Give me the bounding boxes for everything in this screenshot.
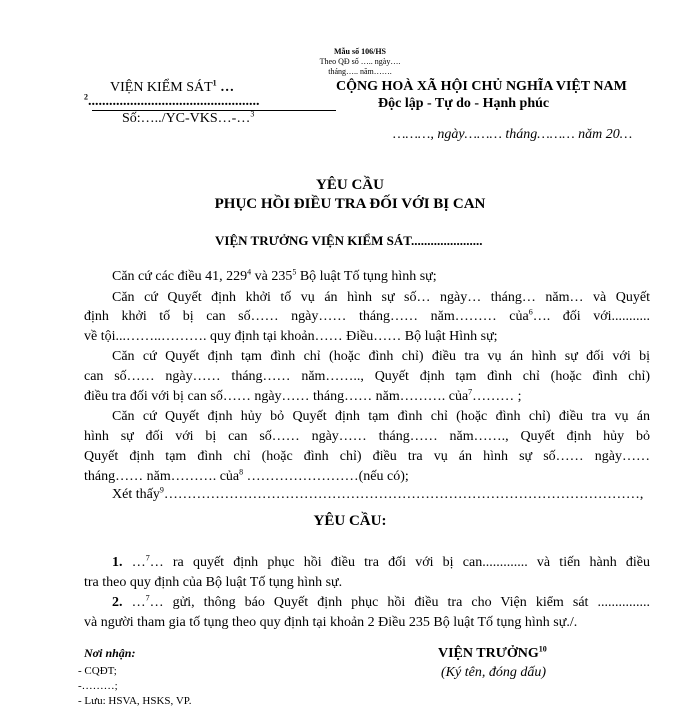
republic-name: CỘNG HOÀ XÃ HỘI CHỦ NGHĨA VIỆT NAM [336, 79, 627, 94]
body-paragraph-4-line-1: Căn cứ Quyết định hủy bỏ Quyết định tạm đình chỉ (hoặc đình chỉ) điều tra vụ án [112, 409, 650, 424]
request-item-1-line-2: tra theo quy định của Bộ luật Tố tụng hình sự. [84, 575, 343, 590]
request-item-2-line-2: và người tham gia tố tụng theo quy định tại khoản 2 Điều 235 Bộ luật Tố tụng hình sự./. [84, 615, 578, 630]
p4-l4-text-b: ……………………(nếu có); [243, 469, 409, 484]
p5-footnote-9: 9 [159, 485, 164, 495]
p5-text-a: Xét thấy [112, 487, 160, 502]
republic-motto: Độc lập - Tự do - Hạnh phúc [378, 96, 550, 111]
request-heading: YÊU CẦU: [313, 513, 387, 529]
form-code [300, 47, 420, 77]
request-item-2-line-1 [112, 592, 650, 613]
request-item-2-text-b: … gửi, thông báo Quyết định phục hồi điều tra cho Viện kiểm sát ............... [149, 595, 651, 610]
addressee-text: VIỆN TRƯỞNG VIỆN KIỂM SÁT...................... [215, 233, 483, 248]
recipient-1: - CQĐT; [78, 665, 117, 677]
p3-footnote-7: 7 [468, 387, 473, 397]
addressee [215, 233, 483, 249]
request-item-2-text-a: … [122, 595, 146, 610]
p2-l2-text-a: định khởi tố bị can số…… ngày…… tháng…… năm……… của [84, 309, 529, 324]
document-subtitle: PHỤC HỒI ĐIỀU TRA ĐỐI VỚI BỊ CAN [214, 196, 486, 212]
p3-l3-text-a: điều tra đối với bị can số…… ngày…… tháng…… năm………. của [84, 389, 469, 404]
signer-note: (Ký tên, đóng dấu) [441, 665, 546, 680]
p2-l2-text-b: …. đối với........... [532, 309, 650, 324]
request-item-1-text-b: … ra quyết định phục hồi điều tra đối với bị can............. và tiến hành điều [149, 555, 650, 570]
form-code-line-3: tháng….. năm……. [328, 67, 392, 76]
recipients-label: Nơi nhận: [84, 646, 136, 660]
agency-sub-footnote: 2 [84, 92, 88, 102]
document-title: YÊU CẦU [316, 177, 384, 193]
signer-footnote-10: 10 [538, 644, 547, 654]
document-number-footnote: 3 [250, 109, 255, 119]
p1-footnote-5: 5 [292, 267, 297, 277]
agency-name-text: VIỆN KIỂM SÁT [110, 80, 213, 95]
request-item-1-number: 1. [112, 555, 123, 570]
p5-text-b: …………………………………………………………………………………………, [163, 487, 644, 502]
p1-text-a: Căn cứ các điều 41, 229 [112, 269, 248, 284]
recipient-2: -………; [78, 680, 118, 692]
body-paragraph-2-line-1: Căn cứ Quyết định khởi tố vụ án hình sự số… ngày… tháng… năm… và Quyết [112, 290, 650, 305]
body-paragraph-3-line-3 [84, 386, 522, 407]
agency-name-suffix: … [216, 80, 235, 95]
signer-title [438, 646, 547, 662]
request-item-1-line-1 [112, 552, 650, 573]
agency-name-footnote: 1 [212, 78, 217, 88]
recipient-3: - Lưu: HSVA, HSKS, VP. [78, 695, 192, 707]
body-paragraph-1 [112, 266, 437, 287]
body-paragraph-5 [112, 484, 650, 505]
request-item-1-footnote: 7 [145, 553, 150, 563]
body-paragraph-3-line-1: Căn cứ Quyết định tạm đình chỉ (hoặc đình chỉ) điều tra vụ án hình sự đối với bị [112, 349, 650, 364]
form-code-line-2: Theo QĐ số ….. ngày…. [319, 57, 401, 66]
body-paragraph-3-line-2: can số…… ngày…… tháng…… năm…….., Quyết định tạm đình chỉ (hoặc đình chỉ) [84, 369, 650, 384]
p3-l3-text-b: ……… ; [472, 389, 522, 404]
p1-footnote-4: 4 [247, 267, 252, 277]
document-number-text: Số:…../YC-VKS…-… [122, 111, 251, 126]
p4-l4-text-a: tháng…… năm………. của [84, 469, 240, 484]
p2-footnote-6: 6 [528, 307, 533, 317]
body-paragraph-4-line-3: Quyết định tạm đình chỉ (hoặc đình chỉ) điều tra vụ án hình sự số…… ngày…… [84, 449, 650, 464]
form-code-line-1: Mẫu số 106/HS [333, 47, 386, 56]
body-paragraph-2-line-3: về tội...……..………. quy định tại khoản…… Điều…… Bộ luật Hình sự; [84, 329, 498, 344]
signer-title-text: VIỆN TRƯỞNG [438, 646, 539, 661]
p1-text-c: Bộ luật Tố tụng hình sự; [296, 269, 437, 284]
p4-footnote-8: 8 [239, 467, 244, 477]
date-line: ………, ngày……… tháng……… năm 20… [393, 127, 633, 142]
request-item-2-footnote: 7 [145, 593, 150, 603]
body-paragraph-4-line-2: hình sự đối với bị can số…… ngày…… tháng…… năm……., Quyết định hủy bỏ [84, 429, 650, 444]
agency-sub-dots: ................................................. [88, 94, 260, 109]
request-item-2-number: 2. [112, 595, 123, 610]
body-paragraph-2-line-2 [84, 306, 650, 327]
request-item-1-text-a: … [122, 555, 146, 570]
document-number [122, 111, 254, 127]
agency-sub-line [84, 94, 260, 110]
p1-text-b: và 235 [251, 269, 293, 284]
